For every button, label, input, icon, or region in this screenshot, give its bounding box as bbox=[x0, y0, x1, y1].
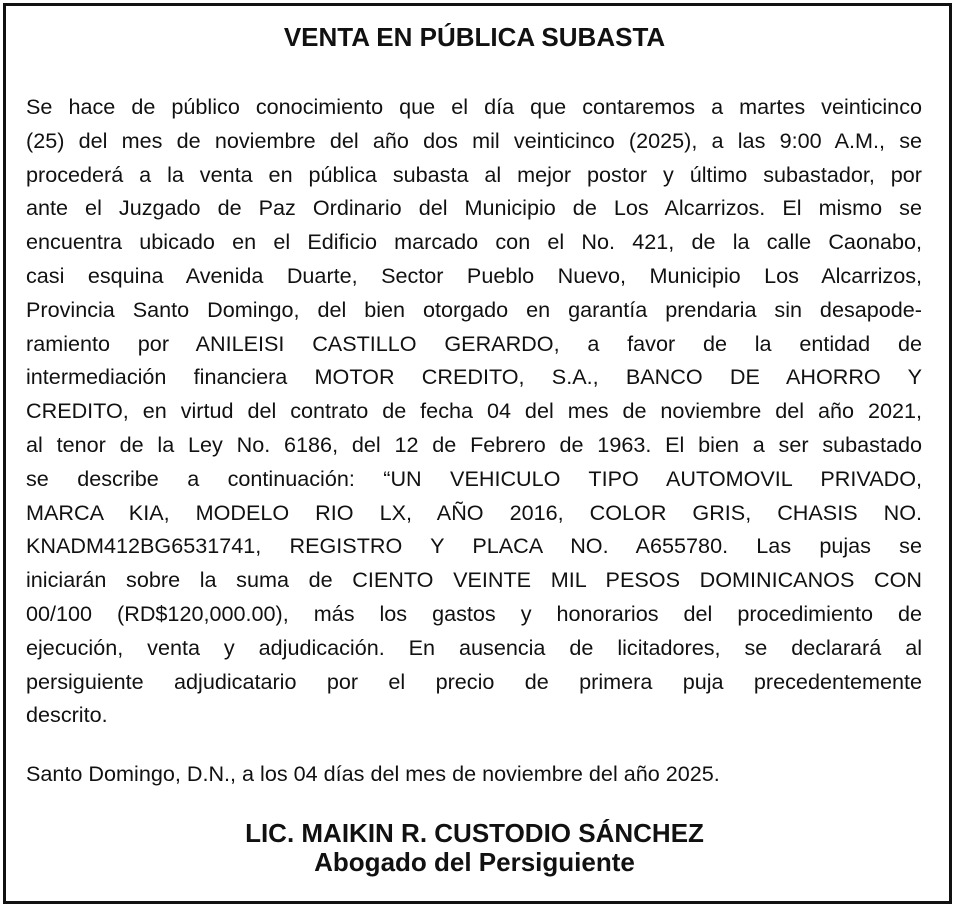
date-line: Santo Domingo, D.N., a los 04 días del mes de noviembre del año 2025. bbox=[26, 761, 720, 786]
signature-role: Abogado del Persiguiente bbox=[314, 847, 635, 877]
body-line: iniciarán sobre la suma de CIENTO VEINTE MIL PESOS DOMINICANOS CON bbox=[26, 567, 922, 593]
body-line: se describe a continuación: “UN VEHICULO TIPO AUTOMOVIL PRIVADO, bbox=[26, 465, 922, 491]
body-line: casi esquina Avenida Duarte, Sector Pueblo Nuevo, Municipio Los Alcarrizos, bbox=[26, 262, 922, 288]
body-line: (25) del mes de noviembre del año dos mil veinticinco (2025), a las 9:00 A.M., se bbox=[26, 127, 922, 153]
body-line: encuentra ubicado en el Edificio marcado con el No. 421, de la calle Caonabo, bbox=[26, 229, 922, 255]
signature-name: LIC. MAIKIN R. CUSTODIO SÁNCHEZ bbox=[245, 818, 704, 848]
body-line: KNADM412BG6531741, REGISTRO Y PLACA NO. A655780. Las pujas se bbox=[26, 533, 922, 559]
body-line: persiguiente adjudicatario por el precio de primera puja precedentemente bbox=[26, 668, 922, 694]
body-line: descrito. bbox=[26, 702, 108, 728]
body-line: ante el Juzgado de Paz Ordinario del Municipio de Los Alcarrizos. El mismo se bbox=[26, 195, 922, 221]
body-line: intermediación financiera MOTOR CREDITO, S.A., BANCO DE AHORRO Y bbox=[26, 364, 922, 390]
notice-body bbox=[26, 90, 922, 732]
body-line: 00/100 (RD$120,000.00), más los gastos y honorarios del procedimiento de bbox=[26, 600, 922, 626]
body-line: Se hace de público conocimiento que el día que contaremos a martes veinticinco bbox=[26, 94, 922, 119]
body-line: CREDITO, en virtud del contrato de fecha 04 del mes de noviembre del año 2021, bbox=[26, 398, 922, 424]
notice-title: VENTA EN PÚBLICA SUBASTA bbox=[283, 22, 666, 52]
body-line: al tenor de la Ley No. 6186, del 12 de Febrero de 1963. El bien a ser subastado bbox=[26, 431, 922, 457]
body-line: ramiento por ANILEISI CASTILLO GERARDO, a favor de la entidad de bbox=[26, 330, 922, 356]
body-line: procederá a la venta en pública subasta al mejor postor y último subastador, por bbox=[26, 161, 922, 187]
body-line: Provincia Santo Domingo, del bien otorgado en garantía prendaria sin desapode- bbox=[26, 296, 922, 322]
body-line: ejecución, venta y adjudicación. En ausencia de licitadores, se declarará al bbox=[26, 634, 922, 660]
body-line: MARCA KIA, MODELO RIO LX, AÑO 2016, COLOR GRIS, CHASIS NO. bbox=[26, 499, 922, 525]
signature-block bbox=[0, 818, 949, 877]
